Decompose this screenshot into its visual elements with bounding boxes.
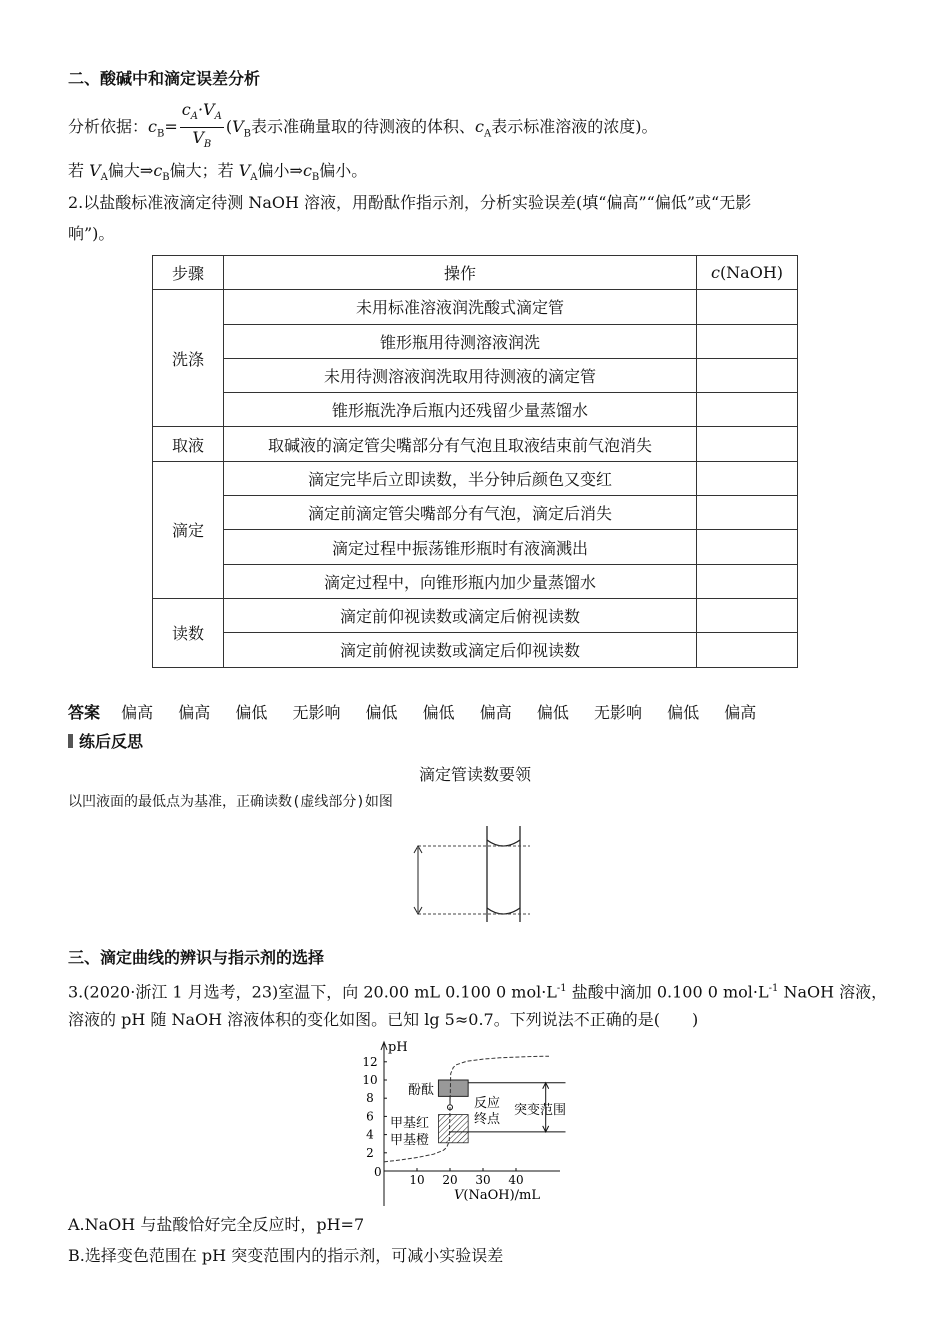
answer-item: 偏低: [422, 703, 455, 722]
y-tick-label: 6: [366, 1109, 374, 1124]
answer-item: 偏低: [235, 703, 268, 722]
answer-item: 偏高: [479, 703, 512, 722]
operation-cell: 取碱液的滴定管尖嘴部分有气泡且取液结束前气泡消失: [224, 427, 697, 461]
formula-fraction: [180, 100, 224, 155]
header-naoh: (NaOH): [719, 263, 784, 283]
answer-item: 偏低: [536, 703, 569, 722]
label-endpoint-1: 反应: [474, 1096, 501, 1111]
rule-2b: 偏小⇒: [257, 161, 303, 180]
answer-item: 无影响: [593, 703, 642, 722]
operation-cell: 滴定前滴定管尖嘴部分有气泡，滴定后消失: [224, 496, 697, 530]
basis-label: 分析依据：: [68, 117, 149, 137]
x-tick-label: 10: [409, 1173, 425, 1187]
operation-cell: 滴定前仰视读数或滴定后俯视读数: [224, 598, 697, 632]
reflection-title: 练后反思: [79, 732, 144, 751]
header-c-naoh: [697, 256, 798, 290]
operation-cell: 滴定完毕后立即读数，半分钟后颜色又变红: [224, 461, 697, 495]
rule-1a: 若: [68, 161, 90, 180]
question2-line2: 响”)。: [68, 224, 115, 243]
note-vb-sub: B: [243, 128, 252, 140]
table-row: [153, 393, 798, 427]
y-tick-group: [362, 1055, 387, 1171]
x-axis-label-v: V: [454, 1188, 464, 1203]
cb-sub: B: [156, 128, 165, 140]
table-row: [153, 530, 798, 564]
answer-item: 偏低: [365, 703, 398, 722]
rule-1b: 偏大⇒: [107, 161, 154, 180]
x-tick-label: 30: [475, 1173, 491, 1187]
answer-cell[interactable]: [697, 564, 798, 598]
table-header-row: [153, 256, 798, 290]
step-cell: 滴定: [153, 461, 224, 598]
header-step: 步骤: [153, 256, 224, 290]
answer-row: [68, 700, 776, 723]
upper-meniscus: [487, 840, 520, 846]
operation-cell: 滴定前俯视读数或滴定后仰视读数: [224, 633, 697, 667]
phenolphthalein-range-box: [438, 1080, 468, 1096]
num-c-sub: A: [190, 111, 198, 123]
question3-line2: 溶液的 pH 随 NaOH 溶液体积的变化如图。已知 lg 5≈0.7。下列说法不正确的是( ): [68, 1010, 699, 1029]
y-tick-label: 10: [362, 1073, 378, 1087]
reflection-text: 以凹液面的最低点为基准，正确读数(虚线部分)如图: [68, 794, 393, 810]
den-v-sub: B: [203, 139, 212, 151]
q3-sup2: -1: [768, 983, 779, 994]
q3-sup1: -1: [556, 983, 567, 994]
heading-bar-icon: [68, 734, 73, 748]
answer-cell[interactable]: [697, 393, 798, 427]
answer-cell[interactable]: [697, 598, 798, 632]
y-tick-label: 4: [366, 1127, 374, 1142]
num-v: V: [203, 100, 215, 119]
answer-cell[interactable]: [697, 290, 798, 324]
answer-item: 偏高: [178, 703, 211, 722]
answer-item: 偏高: [724, 703, 757, 722]
lower-meniscus: [487, 908, 520, 914]
note-ca: c: [475, 117, 484, 137]
label-endpoint-2: 终点: [474, 1112, 501, 1127]
answer-cell[interactable]: [697, 324, 798, 358]
reflection-subtitle: 滴定管读数要领: [418, 765, 531, 784]
header-c-symbol: c: [710, 263, 720, 283]
step-cell: 洗涤: [153, 290, 224, 427]
answer-cell[interactable]: [697, 530, 798, 564]
q3-part-a: 3.(2020·浙江 1 月选考，23)室温下，向 20.00 mL 0.100 0 mol·L: [68, 982, 557, 1002]
table-row: [153, 461, 798, 495]
error-analysis-table: [152, 255, 798, 668]
answer-label: 答案: [68, 703, 101, 722]
num-c: c: [181, 100, 191, 119]
rule-2v-sub: A: [250, 172, 258, 184]
answer-item: 偏低: [667, 703, 700, 722]
titration-chart: [360, 1036, 600, 1206]
rule-1c-sub: B: [162, 172, 170, 184]
rule-1v: V: [89, 161, 101, 180]
rule-1v-sub: A: [100, 172, 108, 184]
note-ca-sub: A: [484, 128, 492, 140]
q3-part-b: 盐酸中滴加 0.100 0 mol·L: [566, 982, 769, 1002]
note-end: 表示标准溶液的浓度)。: [491, 117, 658, 137]
answer-item: 无影响: [292, 703, 341, 722]
burette-illustration: [400, 818, 540, 928]
rule-line: [68, 160, 367, 189]
operation-cell: 滴定过程中振荡锥形瓶时有液滴溅出: [224, 530, 697, 564]
answer-cell[interactable]: [697, 633, 798, 667]
table-row: [153, 564, 798, 598]
answer-cell[interactable]: [697, 358, 798, 392]
rule-2d: 偏小。: [319, 161, 368, 180]
rule-1d: 偏大；若: [169, 161, 239, 180]
y-tick-label: 8: [366, 1091, 374, 1106]
x-axis-label-rest: (NaOH)/mL: [463, 1188, 540, 1203]
operation-cell: 滴定过程中，向锥形瓶内加少量蒸馏水: [224, 564, 697, 598]
table-row: [153, 633, 798, 667]
reflection-heading: [68, 729, 143, 752]
operation-cell: 锥形瓶用待测溶液润洗: [224, 324, 697, 358]
table-row: [153, 324, 798, 358]
label-methyl-red: 甲基红: [390, 1116, 430, 1131]
note-vb: V: [232, 117, 244, 137]
label-methyl-orange: 甲基橙: [390, 1133, 430, 1148]
answer-cell[interactable]: [697, 461, 798, 495]
x-tick-label: 40: [508, 1173, 524, 1187]
option-b[interactable]: B.选择变色范围在 pH 突变范围内的指示剂，可减小实验误差: [68, 1246, 504, 1265]
step-cell: 读数: [153, 598, 224, 667]
option-a[interactable]: A.NaOH 与盐酸恰好完全反应时，pH=7: [68, 1215, 365, 1234]
fraction-denominator: [180, 128, 224, 155]
step-cell: 取液: [153, 427, 224, 461]
origin-label: 0: [374, 1165, 382, 1179]
answer-cell[interactable]: [697, 427, 798, 461]
operation-cell: 未用待测溶液润洗取用待测液的滴定管: [224, 358, 697, 392]
table-row: [153, 358, 798, 392]
equals-sign: =: [164, 117, 178, 137]
table-row: [153, 496, 798, 530]
x-tick-label: 20: [442, 1173, 458, 1187]
section3-title: 三、滴定曲线的辨识与指示剂的选择: [68, 948, 325, 967]
fraction-numerator: [180, 100, 224, 128]
table-row: [153, 427, 798, 461]
y-axis-label: pH: [388, 1040, 408, 1055]
answer-cell[interactable]: [697, 496, 798, 530]
rule-2v: V: [238, 161, 251, 180]
cb-symbol: c: [148, 117, 157, 137]
formula-line: [68, 100, 657, 158]
section2-title: 二、酸碱中和滴定误差分析: [68, 69, 261, 88]
den-v: V: [192, 128, 204, 148]
x-axis-label: [454, 1188, 540, 1203]
note-mid: 表示准确量取的待测液的体积、: [251, 117, 476, 137]
rule-2c-sub: B: [311, 172, 320, 184]
question2-line1: 2.以盐酸标准液滴定待测 NaOH 溶液，用酚酞作指示剂，分析实验误差(填“偏高”“偏低”或“无影: [68, 193, 752, 212]
header-operation: 操作: [224, 256, 697, 290]
table-row: [153, 598, 798, 632]
num-v-sub: A: [214, 111, 222, 123]
question3-line1: [68, 978, 887, 1003]
label-jump-range: 突变范围: [514, 1103, 567, 1118]
operation-cell: 锥形瓶洗净后瓶内还残留少量蒸馏水: [224, 393, 697, 427]
label-phenolphthalein: 酚酞: [408, 1083, 435, 1098]
num-dot: ·: [197, 100, 204, 119]
methyl-indicator-range-box: [438, 1115, 468, 1143]
note-open: (: [225, 117, 233, 137]
answer-item: 偏高: [121, 703, 154, 722]
q3-part-c: NaOH 溶液，: [778, 982, 888, 1002]
y-tick-label: 2: [366, 1145, 374, 1160]
rule-1c: c: [153, 161, 163, 180]
operation-cell: 未用标准溶液润洗酸式滴定管: [224, 290, 697, 324]
y-tick-label: 12: [362, 1054, 378, 1069]
rule-2c: c: [302, 161, 312, 180]
table-row: [153, 290, 798, 324]
